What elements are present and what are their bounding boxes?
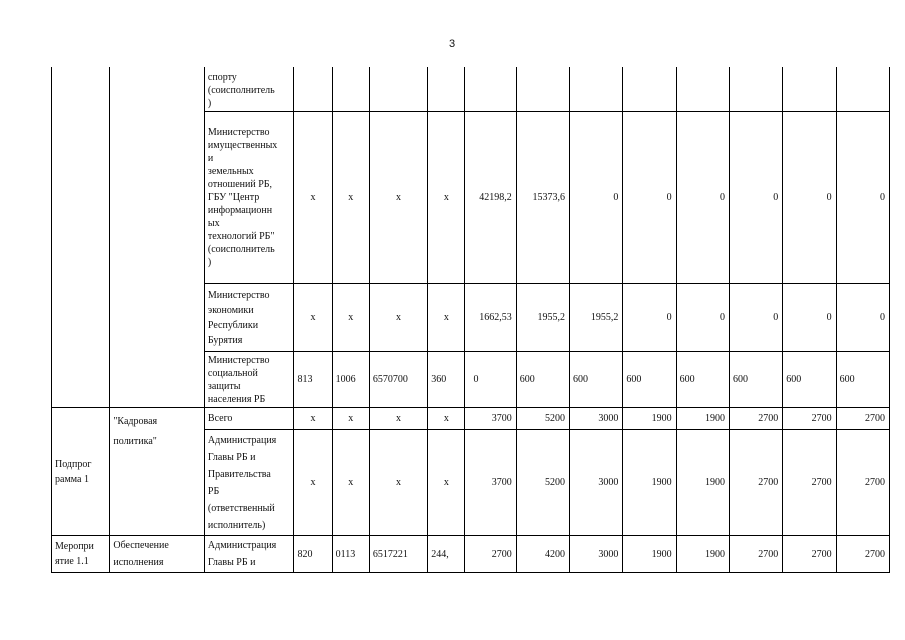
cell-event: Меропри ятие 1.1 xyxy=(52,536,110,573)
cell-value: 42198,2 xyxy=(465,112,516,284)
cell-col2 xyxy=(110,284,205,352)
cell-value: 3000 xyxy=(570,408,623,430)
cell-value: 0 xyxy=(623,112,676,284)
cell-value: 600 xyxy=(729,352,782,408)
cell-value: 1900 xyxy=(623,430,676,536)
table-row-sport xyxy=(52,67,890,112)
cell-value: 2700 xyxy=(836,408,889,430)
cell-value: 0 xyxy=(623,284,676,352)
cell-col1 xyxy=(52,284,110,352)
cell-value: 4200 xyxy=(516,536,569,573)
table-row-social xyxy=(52,352,890,408)
cell-executor: Администрация Главы РБ и Правительства РБ (ответственный исполнитель) xyxy=(204,430,294,536)
cell-value: 3700 xyxy=(465,430,516,536)
cell-value: 0 xyxy=(465,352,516,408)
cell-value: 2700 xyxy=(729,430,782,536)
table-row-vsego xyxy=(52,408,890,430)
cell-grbs: х xyxy=(294,112,332,284)
cell-executor: Министерство имущественных и земельных отношений РБ, ГБУ "Центр информационн ых технологий РБ" (соисполнитель ) xyxy=(204,112,294,284)
cell-rzpr: х xyxy=(332,284,369,352)
table-row-mizo xyxy=(52,112,890,284)
cell-value: 600 xyxy=(836,352,889,408)
cell-grbs: х xyxy=(294,284,332,352)
cell-value: 0 xyxy=(676,284,729,352)
cell-value: 1900 xyxy=(623,536,676,573)
cell-subprogram: Подпрог рамма 1 xyxy=(52,408,110,536)
cell-col1 xyxy=(52,352,110,408)
cell-csr: 6570700 xyxy=(369,352,427,408)
cell-vr: 360 xyxy=(428,352,465,408)
cell-value: 1900 xyxy=(623,408,676,430)
cell-value: 2700 xyxy=(836,536,889,573)
cell-csr: 6517221 xyxy=(369,536,427,573)
cell-csr: х xyxy=(369,408,427,430)
cell-vr: х xyxy=(428,408,465,430)
cell-value: 0 xyxy=(783,284,836,352)
cell-value: 2700 xyxy=(783,408,836,430)
cell-col2 xyxy=(110,67,205,112)
cell-value: 0 xyxy=(729,284,782,352)
cell-value: 600 xyxy=(570,352,623,408)
cell-value: 1662,53 xyxy=(465,284,516,352)
cell-vr: х xyxy=(428,112,465,284)
cell-rzpr: х xyxy=(332,408,369,430)
cell-col1 xyxy=(52,112,110,284)
cell-value: 1955,2 xyxy=(570,284,623,352)
cell-value: 2700 xyxy=(729,408,782,430)
cell-executor: Министерство экономики Республики Бурятия xyxy=(204,284,294,352)
cell-executor: Министерство социальной защиты населения РБ xyxy=(204,352,294,408)
cell-col1 xyxy=(52,67,110,112)
cell-value: 1900 xyxy=(676,536,729,573)
cell-value: 2700 xyxy=(465,536,516,573)
cell-value: 600 xyxy=(676,352,729,408)
cell-grbs: 813 xyxy=(294,352,332,408)
cell-value: 15373,6 xyxy=(516,112,569,284)
cell-value: 600 xyxy=(783,352,836,408)
cell-grbs: х xyxy=(294,408,332,430)
cell-value: 1900 xyxy=(676,430,729,536)
cell-col2 xyxy=(110,352,205,408)
cell-executor: спорту (соисполнитель ) xyxy=(204,67,294,112)
cell-value: 3700 xyxy=(465,408,516,430)
cell-value: 5200 xyxy=(516,408,569,430)
table-row-econ xyxy=(52,284,890,352)
cell-value: 1955,2 xyxy=(516,284,569,352)
cell-value: 3000 xyxy=(570,536,623,573)
budget-table xyxy=(51,67,890,573)
cell-subprogram-name: "Кадровая политика" xyxy=(110,408,205,536)
cell-col2 xyxy=(110,112,205,284)
table-row-event xyxy=(52,536,890,573)
cell-executor: Всего xyxy=(204,408,294,430)
cell-value: 5200 xyxy=(516,430,569,536)
cell-value: 0 xyxy=(676,112,729,284)
cell-value: 0 xyxy=(570,112,623,284)
cell-value: 0 xyxy=(836,112,889,284)
cell-value: 3000 xyxy=(570,430,623,536)
cell-value: 0 xyxy=(729,112,782,284)
cell-rzpr: 0113 xyxy=(332,536,369,573)
cell-value: 0 xyxy=(836,284,889,352)
cell-value: 600 xyxy=(516,352,569,408)
cell-rzpr: х xyxy=(332,430,369,536)
cell-csr: х xyxy=(369,284,427,352)
cell-grbs: х xyxy=(294,430,332,536)
cell-grbs: 820 xyxy=(294,536,332,573)
cell-value: 0 xyxy=(783,112,836,284)
cell-value: 2700 xyxy=(836,430,889,536)
cell-csr: х xyxy=(369,112,427,284)
cell-csr: х xyxy=(369,430,427,536)
cell-value: 1900 xyxy=(676,408,729,430)
page-number: 3 xyxy=(449,38,456,50)
cell-rzpr: х xyxy=(332,112,369,284)
cell-rzpr: 1006 xyxy=(332,352,369,408)
cell-value: 2700 xyxy=(783,430,836,536)
cell-value: 2700 xyxy=(729,536,782,573)
cell-executor: Администрация Главы РБ и xyxy=(204,536,294,573)
cell-value: 600 xyxy=(623,352,676,408)
cell-vr: х xyxy=(428,430,465,536)
cell-event-name: Обеспечение исполнения xyxy=(110,536,205,573)
cell-vr: 244, xyxy=(428,536,465,573)
cell-vr: х xyxy=(428,284,465,352)
cell-value: 2700 xyxy=(783,536,836,573)
